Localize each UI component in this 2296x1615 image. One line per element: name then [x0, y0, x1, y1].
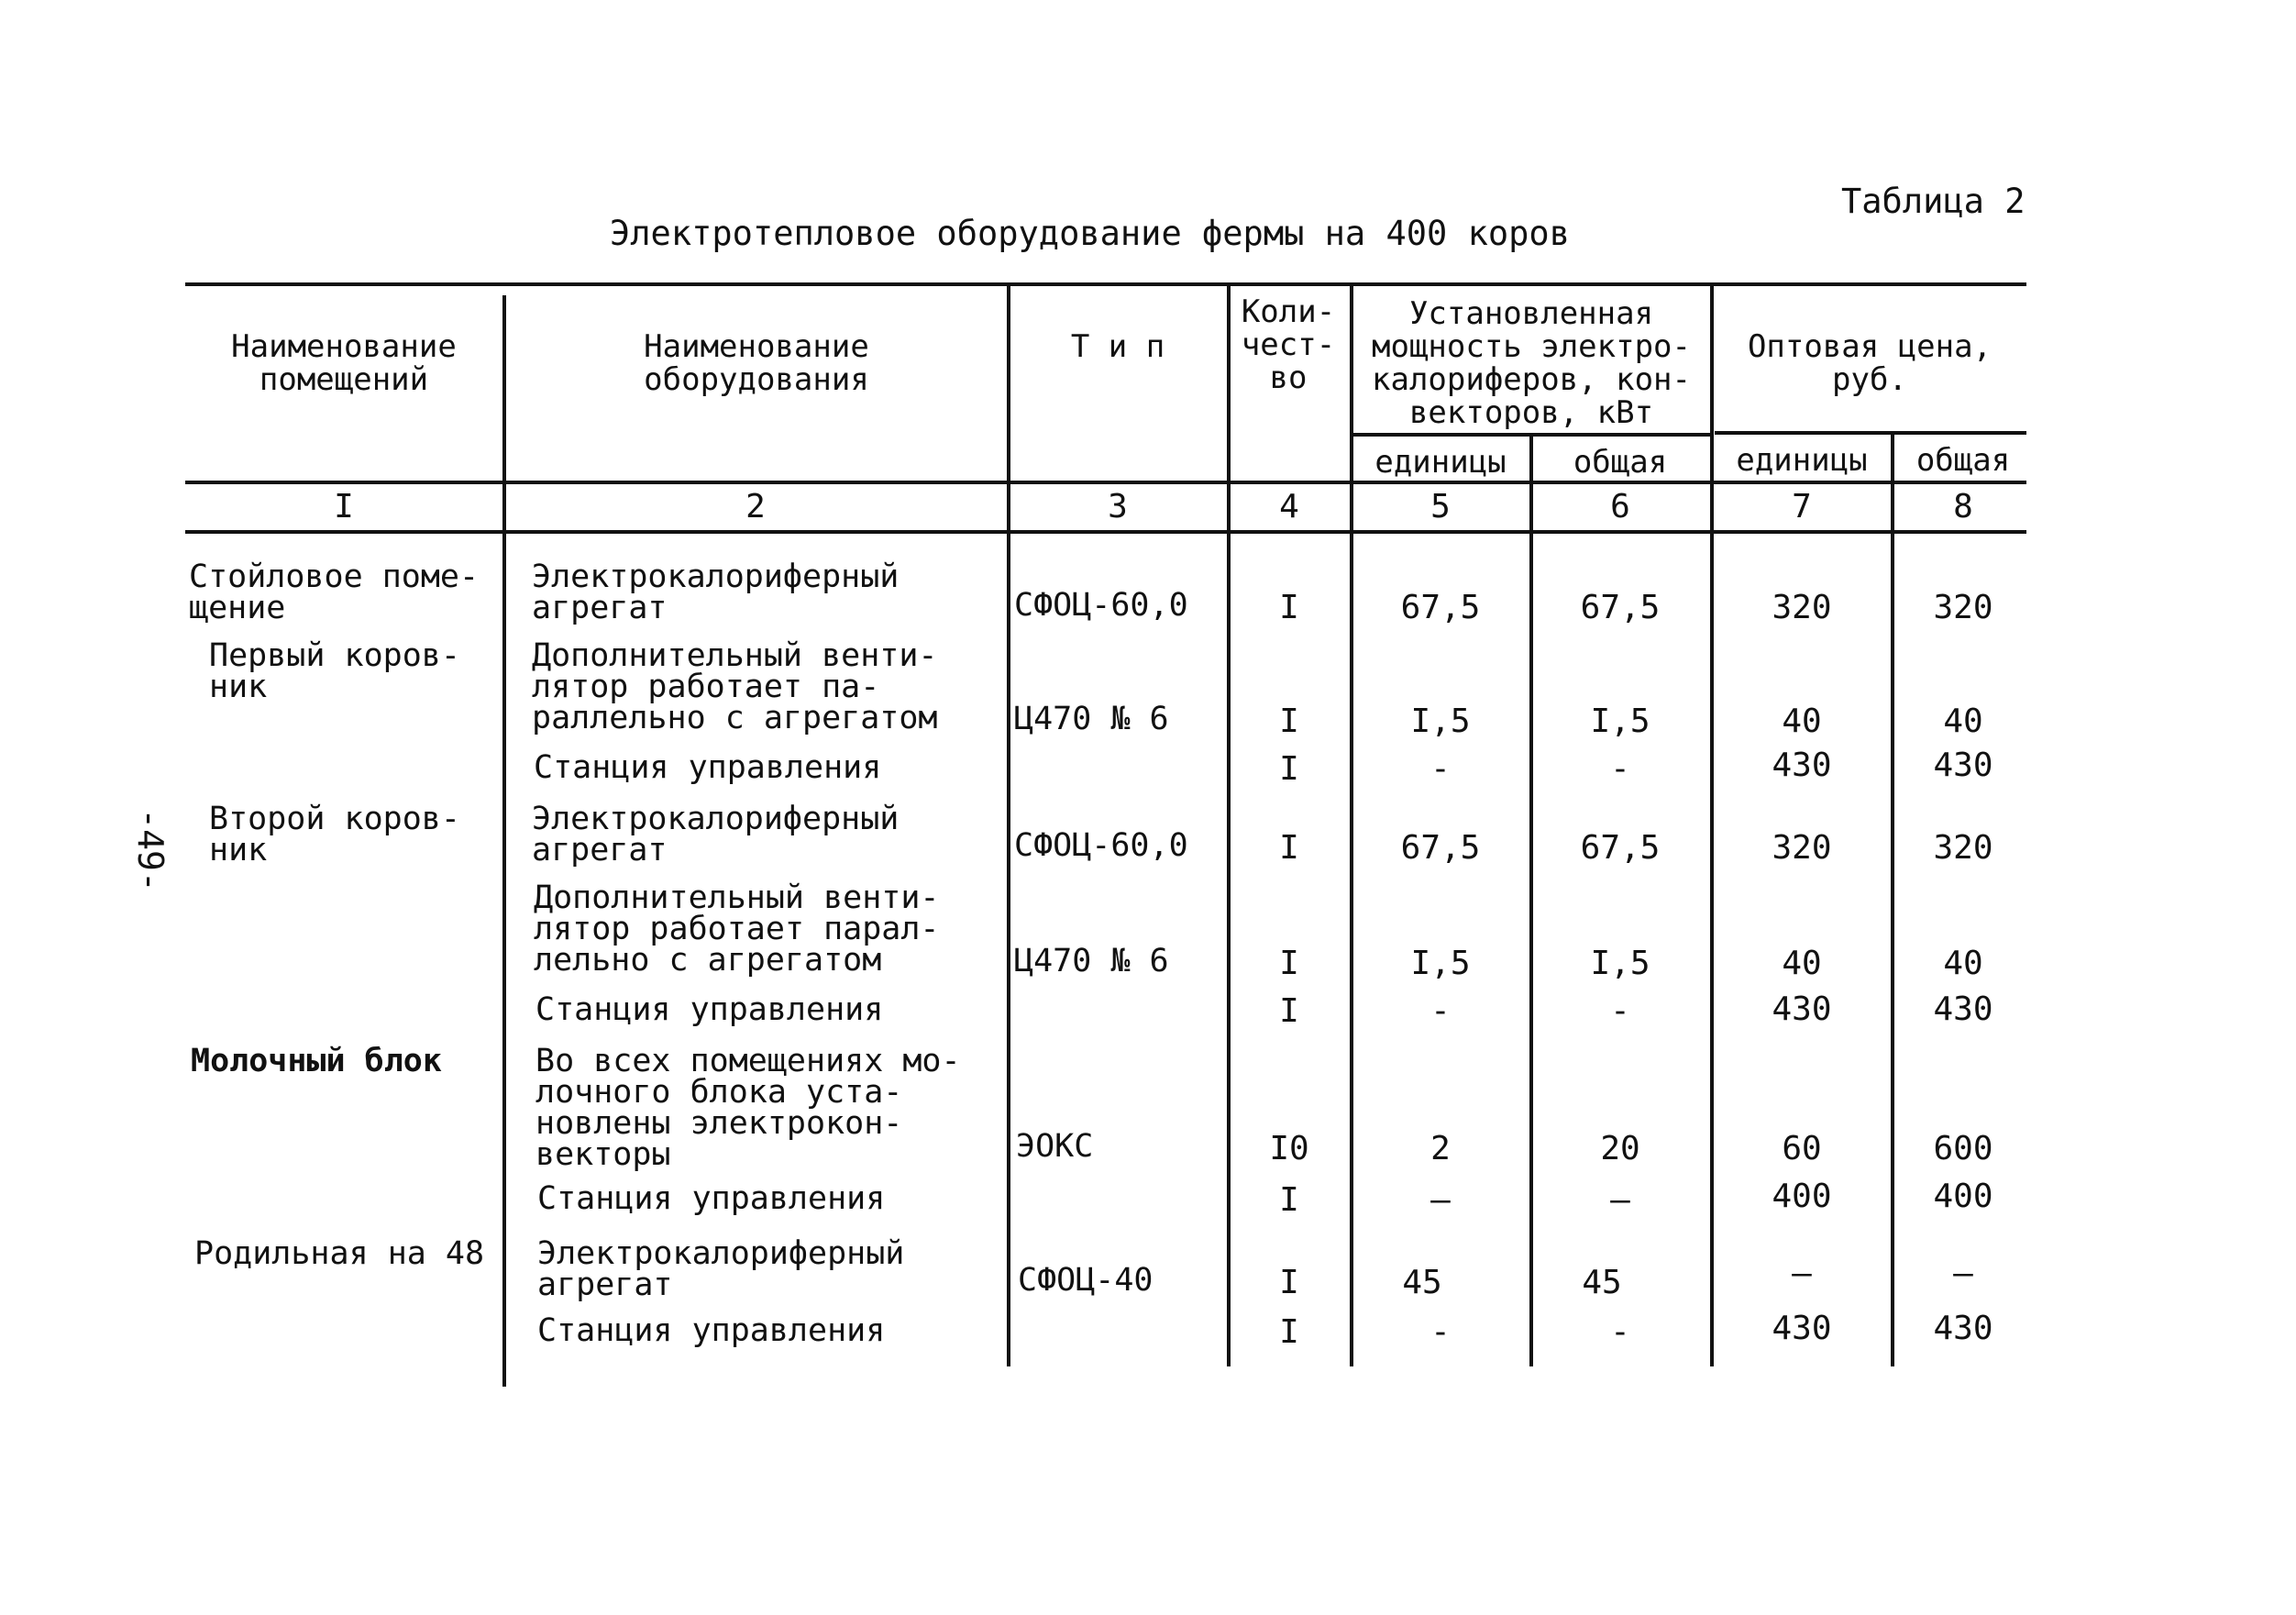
price-total-value: 40: [1943, 945, 1983, 982]
power-total-value: 45: [1582, 1264, 1622, 1301]
price-total-value: 400: [1933, 1178, 1993, 1215]
col-number: 8: [1953, 488, 1973, 525]
price-total-value: –: [1953, 1255, 1973, 1292]
equipment-name: Станция управления: [535, 991, 884, 1028]
header-power-unit: единицы: [1374, 444, 1507, 481]
header-price-unit: единицы: [1736, 442, 1868, 479]
header-price: Оптовая цена, руб.: [1747, 328, 1992, 398]
quantity: I: [1279, 702, 1299, 740]
power-unit-value: –: [1430, 1181, 1451, 1219]
header-room: Наименование помещений: [231, 328, 457, 398]
col-number: 7: [1792, 488, 1812, 525]
room-name: Родильная на 48: [194, 1235, 485, 1272]
price-unit-value: 430: [1772, 1310, 1832, 1347]
col-number: 4: [1279, 488, 1299, 525]
price-unit-value: 400: [1772, 1178, 1832, 1215]
header-power: Установленная мощность электро- калориферов, кон- векторов, кВт: [1372, 295, 1691, 431]
power-total-value: -: [1610, 1313, 1630, 1351]
price-unit-value: 320: [1772, 589, 1832, 626]
table-title: Электротепловое оборудование фермы на 400 коров: [610, 214, 1570, 253]
equipment-type: СФОЦ-60,0: [1014, 827, 1188, 864]
room-name: Первый коров- ник: [209, 637, 460, 705]
equipment-type: СФОЦ-60,0: [1014, 587, 1188, 624]
equipment-name: Дополнительный венти- лятор работает па- раллельно с агрегатом: [532, 637, 938, 736]
equipment-type: СФОЦ-40: [1018, 1262, 1154, 1299]
table-top-rule: [185, 282, 2026, 286]
col-number: 6: [1610, 488, 1630, 525]
header-equipment: Наименование оборудования: [644, 328, 869, 398]
equipment-name: Электрокалориферный агрегат: [532, 559, 900, 626]
power-total-value: I,5: [1590, 945, 1650, 982]
price-total-value: 430: [1933, 1310, 1993, 1347]
price-subheader-rule: [1715, 431, 2026, 435]
header-qty: Коли- чест- во: [1241, 293, 1336, 396]
price-unit-value: 40: [1782, 702, 1822, 740]
header-price-total: общая: [1915, 442, 2011, 479]
power-total-value: 67,5: [1580, 829, 1661, 867]
power-total-value: -: [1610, 992, 1630, 1030]
power-unit-value: -: [1430, 992, 1451, 1030]
col-divider-7: [1891, 433, 1894, 1366]
equipment-type: Ц470 № 6: [1014, 943, 1169, 979]
quantity: I: [1279, 829, 1299, 867]
equipment-name: Во всех помещениях мо- лочного блока уста- новлены электрокон- векторы: [535, 1043, 961, 1173]
col-number: 5: [1430, 488, 1451, 525]
equipment-name: Станция управления: [537, 1180, 886, 1217]
power-unit-value: 67,5: [1400, 589, 1481, 626]
price-total-value: 40: [1943, 702, 1983, 740]
quantity: I: [1279, 1313, 1299, 1351]
price-unit-value: 430: [1772, 990, 1832, 1028]
price-unit-value: 320: [1772, 829, 1832, 867]
equipment-name: Электрокалориферный агрегат: [537, 1235, 905, 1303]
header-type: Т и п: [1070, 328, 1165, 365]
power-unit-value: I,5: [1410, 702, 1471, 740]
page-number: -49-: [129, 808, 171, 892]
room-name: Стойловое поме- щение: [189, 559, 480, 626]
price-unit-value: 40: [1782, 945, 1822, 982]
quantity: I: [1279, 992, 1299, 1030]
header-bottom-rule: [185, 481, 2026, 484]
col-divider-5: [1529, 435, 1533, 1366]
price-total-value: 320: [1933, 589, 1993, 626]
quantity: I: [1279, 945, 1299, 982]
power-unit-value: I,5: [1410, 945, 1471, 982]
power-total-value: -: [1610, 750, 1630, 788]
col-number: I: [334, 488, 354, 525]
equipment-name: Электрокалориферный агрегат: [532, 801, 900, 868]
power-unit-value: -: [1430, 750, 1451, 788]
room-name: Второй коров- ник: [209, 801, 460, 868]
power-total-value: 67,5: [1580, 589, 1661, 626]
col-number: 3: [1108, 488, 1128, 525]
quantity: I: [1279, 1264, 1299, 1301]
quantity: I: [1279, 750, 1299, 788]
power-total-value: –: [1610, 1181, 1630, 1219]
room-name: Молочный блок: [191, 1043, 442, 1079]
price-unit-value: 60: [1782, 1130, 1822, 1167]
price-total-value: 320: [1933, 829, 1993, 867]
price-unit-value: –: [1792, 1255, 1812, 1292]
power-unit-value: -: [1430, 1313, 1451, 1351]
quantity: I0: [1269, 1130, 1309, 1167]
power-unit-value: 67,5: [1400, 829, 1481, 867]
table-label: Таблица 2: [1841, 182, 2026, 221]
col-number: 2: [745, 488, 766, 525]
equipment-name: Станция управления: [534, 749, 882, 786]
power-total-value: 20: [1600, 1130, 1640, 1167]
col-divider-6: [1710, 284, 1714, 1366]
price-total-value: 430: [1933, 990, 1993, 1028]
numbers-bottom-rule: [185, 530, 2026, 534]
power-total-value: I,5: [1590, 702, 1650, 740]
equipment-name: Станция управления: [537, 1312, 886, 1349]
price-total-value: 430: [1933, 747, 1993, 784]
price-total-value: 600: [1933, 1130, 1993, 1167]
quantity: I: [1279, 589, 1299, 626]
equipment-type: Ц470 № 6: [1014, 701, 1169, 737]
quantity: I: [1279, 1181, 1299, 1219]
equipment-type: ЭОКС: [1016, 1128, 1094, 1165]
header-power-total: общая: [1573, 444, 1668, 481]
power-unit-value: 45: [1402, 1264, 1442, 1301]
col-divider-2: [1007, 284, 1010, 1366]
power-unit-value: 2: [1430, 1130, 1451, 1167]
col-divider-1: [502, 295, 506, 1387]
price-unit-value: 430: [1772, 747, 1832, 784]
equipment-name: Дополнительный венти- лятор работает парал- лельно с агрегатом: [534, 879, 940, 979]
